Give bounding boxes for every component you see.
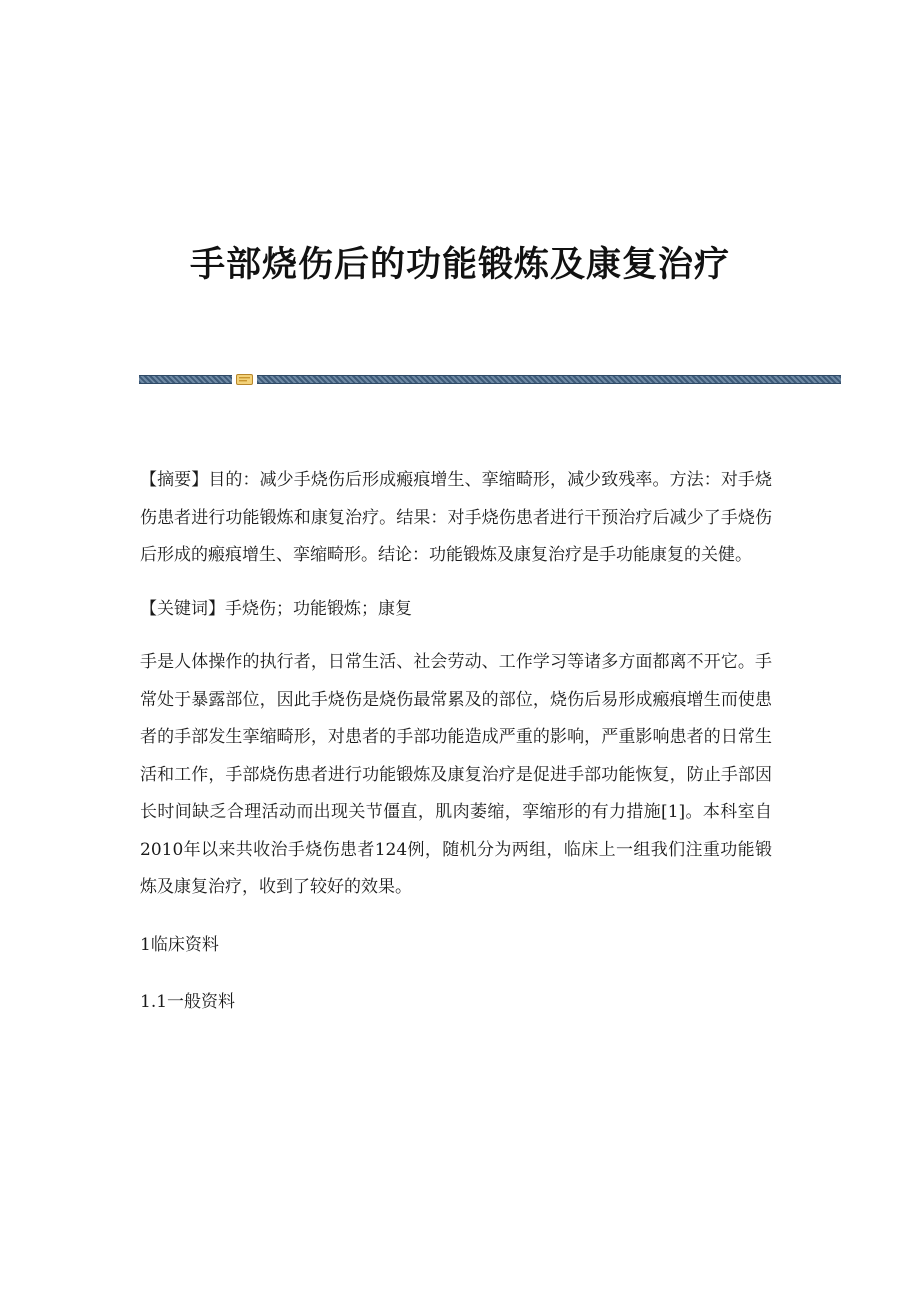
pencil-ornament-icon <box>236 373 253 386</box>
divider-bar-left <box>139 375 232 384</box>
section-heading-1-1: 1.1一般资料 <box>140 992 236 1012</box>
title-divider <box>139 375 841 384</box>
section-heading-1: 1临床资料 <box>140 934 219 955</box>
page-title: 手部烧伤后的功能锻炼及康复治疗 <box>189 244 730 286</box>
keywords-paragraph: 【关键词】手烧伤；功能锻炼；康复 <box>140 598 412 619</box>
document-body <box>140 462 772 1042</box>
divider-bar-right <box>257 375 841 384</box>
intro-paragraph: 手是人体操作的执行者，日常生活、社会劳动、工作学习等诸多方面都离不开它。手常处于暴露部位，因此手烧伤是烧伤最常累及的部位，烧伤后易形成瘢痕增生而使患者的手部发生挛缩畸形，对患者的手部功能造成严重的影响，严重影响患者的日常生活和工作，手部烧伤患者进行功能锻炼及康复治疗是促进手部功能恢复，防止手部因长时间缺乏合理活动而出现关节僵直，肌肉萎缩，挛缩形的有力措施[1]。本科室自2010年以来共收治手烧伤患者124例，随机分为两组，临床上一组我们注重功能锻炼及康复治疗，收到了较好的效果。 <box>140 652 772 897</box>
abstract-paragraph: 【摘要】目的：减少手烧伤后形成瘢痕增生、挛缩畸形，减少致残率。方法：对手烧伤患者进行功能锻炼和康复治疗。结果：对手烧伤患者进行干预治疗后减少了手烧伤后形成的瘢痕增生、挛缩畸形。结论：功能锻炼及康复治疗是手功能康复的关健。 <box>140 470 772 565</box>
